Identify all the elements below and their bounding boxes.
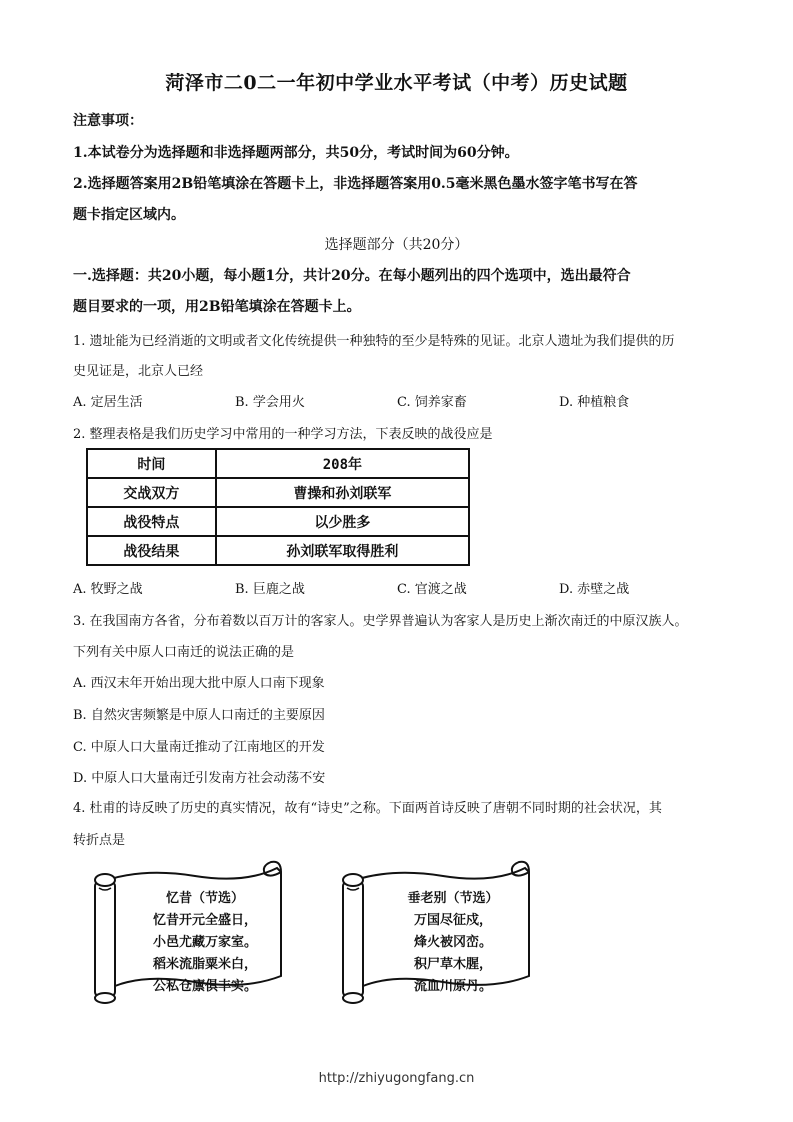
table-cell: 交战双方	[87, 478, 216, 507]
q1-option-b: B. 学会用火	[235, 395, 305, 410]
notice-heading: 注意事项：	[73, 113, 143, 129]
battle-table	[86, 448, 470, 566]
q3-stem-line-2: 下列有关中原人口南迁的说法正确的是	[73, 645, 295, 660]
table-cell: 孙刘联军取得胜利	[216, 536, 469, 565]
q2-option-c: C. 官渡之战	[397, 582, 467, 597]
poem-line: 公私仓廪俱丰实。	[152, 979, 257, 994]
section-intro-line-2: 题目要求的一项，用2B铅笔填涂在答题卡上。	[73, 299, 361, 315]
table-row	[87, 536, 469, 565]
poem-line: 烽火被冈峦。	[413, 935, 492, 950]
poem-line: 小邑尤藏万家室。	[152, 935, 257, 950]
poem-scroll-right	[333, 858, 538, 1008]
poem-text-left	[125, 888, 285, 998]
q1-option-a: A. 定居生活	[73, 395, 143, 410]
q3-option-a: A. 西汉末年开始出现大批中原人口南下现象	[73, 676, 325, 691]
table-row	[87, 449, 469, 478]
table-cell: 以少胜多	[216, 507, 469, 536]
notice-item-1: 1.本试卷分为选择题和非选择题两部分，共50分，考试时间为60分钟。	[73, 145, 519, 161]
notice-item-2-line-1: 2.选择题答案用2B铅笔填涂在答题卡上，非选择题答案用0.5毫米黑色墨水签字笔书写在答	[73, 176, 638, 192]
q3-stem-line-1: 3. 在我国南方各省，分布着数以百万计的客家人。史学界普遍认为客家人是历史上渐次南迁的中原汉族人。	[73, 614, 688, 629]
poem-line: 积尸草木腥，	[413, 957, 492, 972]
poem-title: 垂老别（节选）	[407, 891, 499, 906]
q4-stem-line-2: 转折点是	[73, 833, 126, 848]
table-cell: 曹操和孙刘联军	[216, 478, 469, 507]
table-cell: 时间	[87, 449, 216, 478]
q2-option-d: D. 赤壁之战	[559, 582, 630, 597]
section-intro-line-1: 一.选择题：共20小题，每小题1分，共计20分。在每小题列出的四个选项中，选出最符合	[73, 268, 631, 284]
table-cell: 战役特点	[87, 507, 216, 536]
table-row	[87, 507, 469, 536]
q2-option-b: B. 巨鹿之战	[235, 582, 305, 597]
notice-item-2-line-2: 题卡指定区域内。	[73, 207, 185, 223]
poem-text-right	[373, 888, 533, 998]
q1-stem-line-1: 1. 遗址能为已经消逝的文明或者文化传统提供一种独特的至少是特殊的见证。北京人遗址为我们提供的历	[73, 334, 675, 349]
section-title: 选择题部分（共20分）	[324, 237, 469, 253]
q3-option-d: D. 中原人口大量南迁引发南方社会动荡不安	[73, 771, 326, 786]
poem-line: 万国尽征戍，	[413, 913, 492, 928]
poem-line: 稻米流脂粟米白，	[152, 957, 257, 972]
footer-url: http://zhiyugongfang.cn	[318, 1071, 475, 1086]
poem-line: 流血川原丹。	[413, 979, 492, 994]
q2-option-a: A. 牧野之战	[73, 582, 143, 597]
page-title: 菏泽市二0二一年初中学业水平考试（中考）历史试题	[165, 72, 628, 94]
q3-option-b: B. 自然灾害频繁是中原人口南迁的主要原因	[73, 708, 325, 723]
q1-option-c: C. 饲养家畜	[397, 395, 467, 410]
poem-title: 忆昔（节选）	[165, 891, 244, 906]
q1-stem-line-2: 史见证是，北京人已经	[73, 364, 204, 379]
q4-stem-line-1: 4. 杜甫的诗反映了历史的真实情况，故有“诗史”之称。下面两首诗反映了唐朝不同时期的社会状况，其	[73, 801, 662, 816]
table-cell: 战役结果	[87, 536, 216, 565]
poem-line: 忆昔开元全盛日，	[152, 913, 257, 928]
q3-option-c: C. 中原人口大量南迁推动了江南地区的开发	[73, 740, 325, 755]
table-cell: 208年	[216, 449, 469, 478]
q1-option-d: D. 种植粮食	[559, 395, 630, 410]
q2-stem: 2. 整理表格是我们历史学习中常用的一种学习方法，下表反映的战役应是	[73, 427, 493, 442]
poem-scroll-left	[85, 858, 290, 1008]
table-row	[87, 478, 469, 507]
